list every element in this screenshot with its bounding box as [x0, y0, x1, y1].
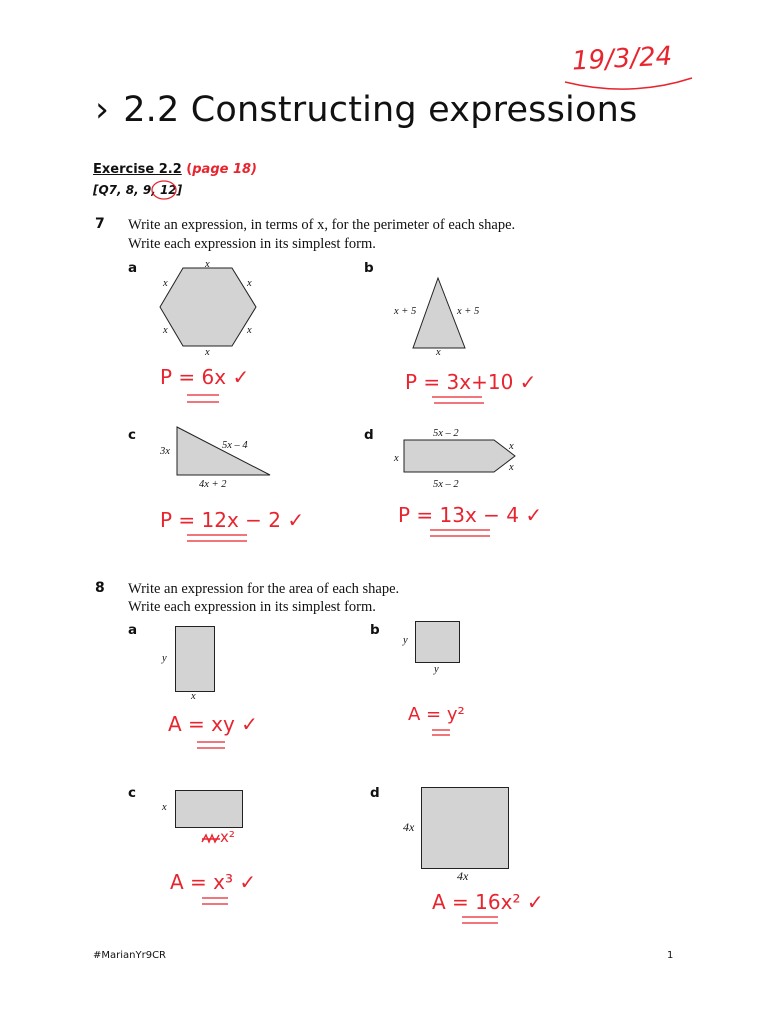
q8b-square	[415, 621, 460, 663]
exercise-paren: (	[181, 162, 193, 177]
q8c-answer-underline	[200, 895, 240, 909]
exercise-page-ref: page 18)	[192, 162, 257, 177]
q8a-label: a	[128, 622, 138, 638]
q8c-rectangle	[175, 790, 243, 828]
q7d-answer-underline	[428, 527, 498, 541]
q7c-answer: P = 12x − 2 ✓	[160, 508, 305, 532]
q7a-label: a	[128, 260, 138, 276]
q8c-side: x	[162, 802, 167, 813]
q7a-side-upper-right: x	[247, 278, 252, 289]
q12-circle-mark	[150, 178, 180, 202]
q7b-label: b	[364, 260, 374, 276]
question-7-line-1: Write an expression, in terms of x, for the perimeter of each shape.	[128, 217, 516, 233]
q8d-answer: A = 16x² ✓	[432, 890, 544, 914]
question-list: [Q7, 8, 9, 12]	[93, 183, 183, 197]
q7b-answer: P = 3x+10 ✓	[405, 370, 537, 394]
question-7-line-2: Write each expression in its simplest form.	[128, 236, 376, 252]
q7a-side-lower-left: x	[163, 325, 168, 336]
q8d-side: 4x	[403, 820, 415, 834]
chevron-right-icon: ›	[95, 90, 110, 130]
q7c-hypotenuse: 5x – 4	[222, 440, 248, 451]
q8b-label: b	[370, 622, 380, 638]
question-8-line-2: Write each expression in its simplest form.	[128, 599, 376, 615]
q8b-answer: A = y²	[408, 704, 465, 725]
q8c-base-scribble: x²	[220, 828, 235, 846]
q7a-answer-underline	[185, 392, 225, 406]
q7a-hexagon	[150, 260, 270, 360]
q7a-side-top: x	[205, 259, 210, 270]
q8d-answer-underline	[460, 914, 510, 926]
q7d-left-side: x	[394, 453, 399, 464]
q8a-answer-underline	[195, 739, 235, 753]
question-7-number: 7	[95, 216, 105, 232]
question-8-line-1: Write an expression for the area of each shape.	[128, 581, 400, 597]
section-heading	[95, 90, 637, 130]
q8a-answer: A = xy ✓	[168, 712, 258, 736]
q8b-base: y	[434, 664, 439, 675]
handwritten-date: 19/3/24	[571, 41, 673, 77]
q7d-label: d	[364, 427, 374, 443]
q8d-base: 4x	[457, 869, 469, 883]
q7d-top-side: 5x – 2	[433, 428, 459, 439]
q8d-square	[421, 787, 509, 869]
q8a-rectangle	[175, 626, 215, 692]
q7a-side-upper-left: x	[163, 278, 168, 289]
page-title: 2.2 Constructing expressions	[123, 90, 638, 130]
page-number: 1	[667, 950, 674, 961]
q8b-side: y	[403, 635, 408, 646]
q7c-base: 4x + 2	[199, 479, 227, 490]
q8c-scribble-mark	[200, 832, 222, 846]
q8a-side: y	[162, 653, 167, 664]
exercise-label: Exercise 2.2	[93, 162, 182, 177]
q7a-side-bottom: x	[205, 347, 210, 358]
q8c-answer: A = x³ ✓	[170, 870, 257, 894]
q7d-bottom-side: 5x – 2	[433, 479, 459, 490]
exercise-line	[93, 162, 257, 177]
q7c-label: c	[128, 427, 137, 443]
footer-tag: #MarianYr9CR	[93, 950, 167, 961]
q7a-answer: P = 6x ✓	[160, 365, 250, 389]
q7b-right-side: x + 5	[457, 306, 480, 317]
q7b-answer-underline	[430, 394, 490, 410]
q7d-tip-bottom: x	[509, 462, 514, 473]
q8b-answer-underline	[430, 727, 460, 739]
q8c-label: c	[128, 785, 137, 801]
question-8-number: 8	[95, 580, 105, 596]
q8d-label: d	[370, 785, 380, 801]
q8a-base: x	[191, 691, 196, 702]
q7b-left-side: x + 5	[394, 306, 417, 317]
q7d-arrow-pentagon	[400, 436, 520, 476]
q7c-vertical-side: 3x	[160, 446, 170, 457]
q7a-side-lower-right: x	[247, 325, 252, 336]
q7c-answer-underline	[185, 532, 255, 548]
q7d-answer: P = 13x − 4 ✓	[398, 503, 543, 527]
q7b-base: x	[436, 347, 441, 358]
q7d-tip-top: x	[509, 441, 514, 452]
